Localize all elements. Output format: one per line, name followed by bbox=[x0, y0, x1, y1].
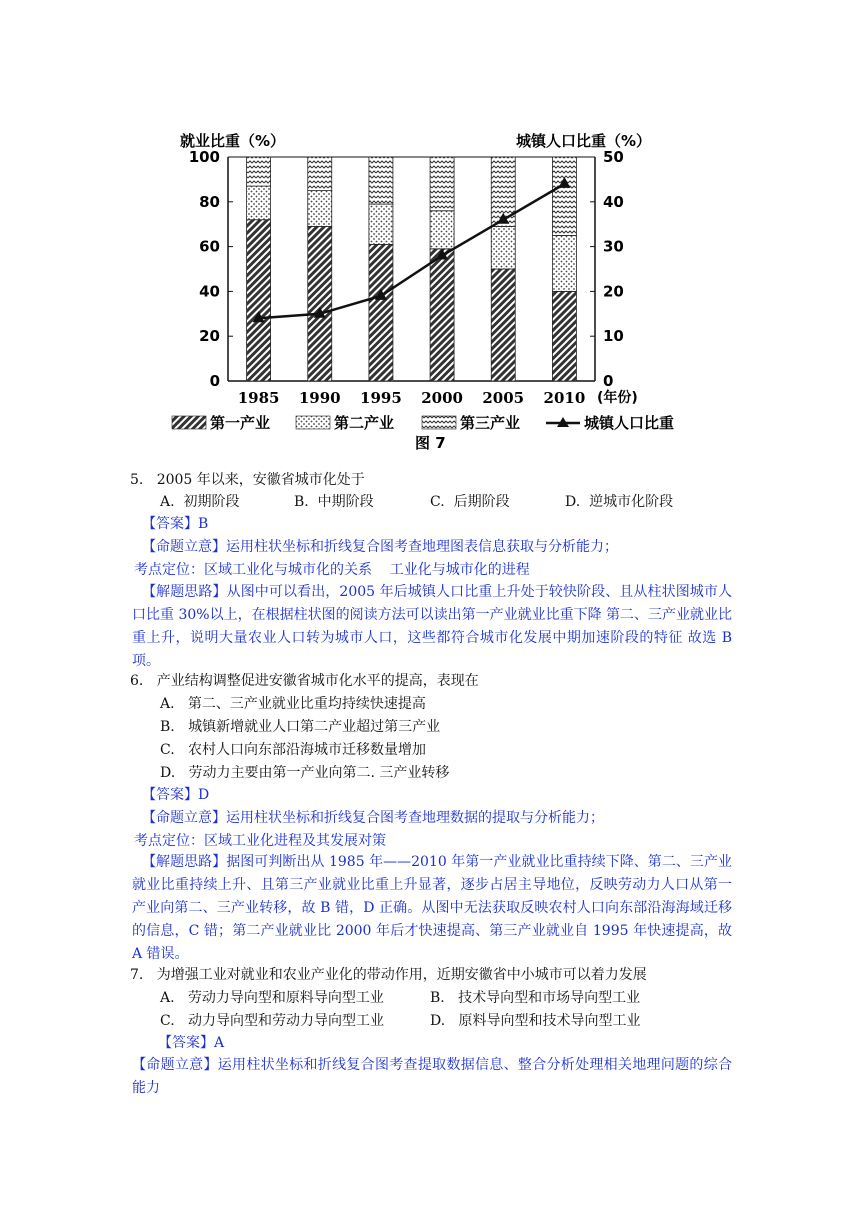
bar-tertiary bbox=[369, 157, 393, 204]
q7-answer: 【答案】A bbox=[158, 1035, 225, 1051]
bar-secondary bbox=[308, 191, 332, 227]
x-tick-label: 2010 bbox=[543, 389, 586, 407]
q5-answer: 【答案】B bbox=[142, 516, 209, 532]
left-tick-label: 20 bbox=[199, 327, 220, 346]
q5-option-d: D. 逆城市化阶段 bbox=[565, 494, 674, 510]
legend-label-urban: 城镇人口比重 bbox=[584, 414, 675, 432]
legend-swatch-secondary bbox=[296, 416, 330, 429]
right-axis-title: 城镇人口比重（%） bbox=[516, 132, 652, 150]
q5-stem: 5. 2005 年以来，安徽省城市化处于 bbox=[130, 472, 365, 488]
legend-label-secondary: 第二产业 bbox=[334, 414, 395, 432]
legend-label-tertiary: 第三产业 bbox=[460, 414, 521, 432]
q5-option-b: B. 中期阶段 bbox=[294, 494, 374, 510]
q6-option-a: A. 第二、三产业就业比重均持续快速提高 bbox=[160, 696, 426, 712]
q6-answer: 【答案】D bbox=[142, 787, 210, 803]
bar-secondary bbox=[430, 211, 454, 249]
q6-stem: 6. 产业结构调整促进安徽省城市化水平的提高，表现在 bbox=[130, 673, 479, 689]
q5-analysis: 【解题思路】从图中可以看出，2005 年后城镇人口比重上升处于较快阶段、且从柱状图城市人口比重 30%以上，在根据柱状图的阅读方法可以读出第一产业就业比重下降 第二、三产业就业比重上升，说明大量农业人口转为城市人口，这些都符合城市化发展中期加速阶段的特征 故选 B 项。 bbox=[132, 584, 733, 669]
x-tick-label: 1990 bbox=[298, 389, 341, 407]
x-tick-label: 1985 bbox=[237, 389, 280, 407]
right-tick-label: 10 bbox=[603, 327, 624, 346]
q7-option-c: C. 动力导向型和劳动力导向型工业 bbox=[160, 1013, 385, 1029]
legend-label-primary: 第一产业 bbox=[210, 414, 271, 432]
left-tick-label: 40 bbox=[199, 282, 220, 301]
right-tick-label: 0 bbox=[603, 372, 614, 390]
x-tick-label: 2005 bbox=[482, 389, 525, 407]
x-tick-label: 1995 bbox=[360, 389, 402, 407]
q6-analysis: 【解题思路】据图可判断出从 1985 年——2010 年第一产业就业比重持续下降、第二、三产业就业比重持续上升、且第三产业就业比重上升显著，逐步占居主导地位，反映劳动力人口从第一产业向第二、三产业转移，故 B 错，D 正确。从图中无法获取反映农村人口向东部沿海海域迁移的信息，C 错；第二产业就业比 2000 年后才快速提高、第三产业就业自 1995 年快速提高，故 A 错误。 bbox=[132, 854, 732, 962]
bar-tertiary bbox=[247, 157, 271, 186]
q6-option-b: B. 城镇新增就业人口第二产业超过第三产业 bbox=[160, 719, 441, 735]
q7-option-d: D. 原料导向型和技术导向型工业 bbox=[430, 1013, 641, 1029]
q7-intent: 【命题立意】运用柱状坐标和折线复合图考查提取数据信息、整合分析处理相关地理问题的综合能力 bbox=[132, 1057, 732, 1096]
bar-primary bbox=[369, 244, 393, 381]
left-tick-label: 100 bbox=[188, 148, 220, 166]
legend bbox=[172, 414, 674, 432]
bar-tertiary bbox=[552, 157, 576, 235]
bar-secondary bbox=[369, 204, 393, 244]
right-tick-label: 30 bbox=[603, 237, 624, 256]
q7-option-a: A. 劳动力导向型和原料导向型工业 bbox=[160, 990, 384, 1006]
bar-secondary bbox=[491, 226, 515, 269]
q5-focus: 考点定位：区域工业化与城市化的关系 工业化与城市化的进程 bbox=[134, 562, 530, 578]
x-tick-label: 2000 bbox=[421, 389, 463, 407]
figure-caption: 图 7 bbox=[415, 434, 446, 452]
left-tick-label: 80 bbox=[199, 192, 220, 211]
right-tick-label: 20 bbox=[603, 282, 624, 301]
q6-focus: 考点定位：区域工业化进程及其发展对策 bbox=[134, 833, 386, 849]
q6-option-c: C. 农村人口向东部沿海城市迁移数量增加 bbox=[160, 742, 427, 758]
q6-option-d: D. 劳动力主要由第一产业向第二. 三产业转移 bbox=[160, 765, 450, 781]
q6-intent: 【命题立意】运用柱状坐标和折线复合图考查地理数据的提取与分析能力； bbox=[142, 810, 604, 826]
bar-secondary bbox=[552, 235, 576, 291]
q5-option-c: C. 后期阶段 bbox=[430, 494, 510, 510]
bar-primary bbox=[552, 291, 576, 381]
legend-swatch-tertiary bbox=[422, 416, 456, 429]
bar-primary bbox=[247, 220, 271, 381]
bar-secondary bbox=[247, 186, 271, 220]
right-tick-label: 50 bbox=[603, 148, 624, 166]
q7-stem: 7. 为增强工业对就业和农业产业化的带动作用，近期安徽省中小城市可以着力发展 bbox=[130, 967, 647, 983]
left-tick-label: 60 bbox=[199, 237, 220, 256]
bar-tertiary bbox=[308, 157, 332, 191]
x-axis-unit: (年份) bbox=[597, 390, 638, 406]
legend-swatch-primary bbox=[172, 416, 206, 429]
bar-primary bbox=[308, 226, 332, 381]
employment-urbanization-chart bbox=[160, 120, 720, 460]
q5-intent: 【命题立意】运用柱状坐标和折线复合图考查地理图表信息获取与分析能力； bbox=[142, 539, 618, 555]
urban-ratio-line bbox=[259, 184, 565, 318]
left-tick-label: 0 bbox=[209, 372, 220, 390]
bar-tertiary bbox=[430, 157, 454, 211]
right-tick-label: 40 bbox=[603, 192, 624, 211]
bar-primary bbox=[491, 269, 515, 381]
left-axis-title: 就业比重（%） bbox=[180, 132, 286, 150]
bar-primary bbox=[430, 249, 454, 381]
q7-option-b: B. 技术导向型和市场导向型工业 bbox=[430, 990, 641, 1006]
q5-option-a: A. 初期阶段 bbox=[160, 494, 240, 510]
